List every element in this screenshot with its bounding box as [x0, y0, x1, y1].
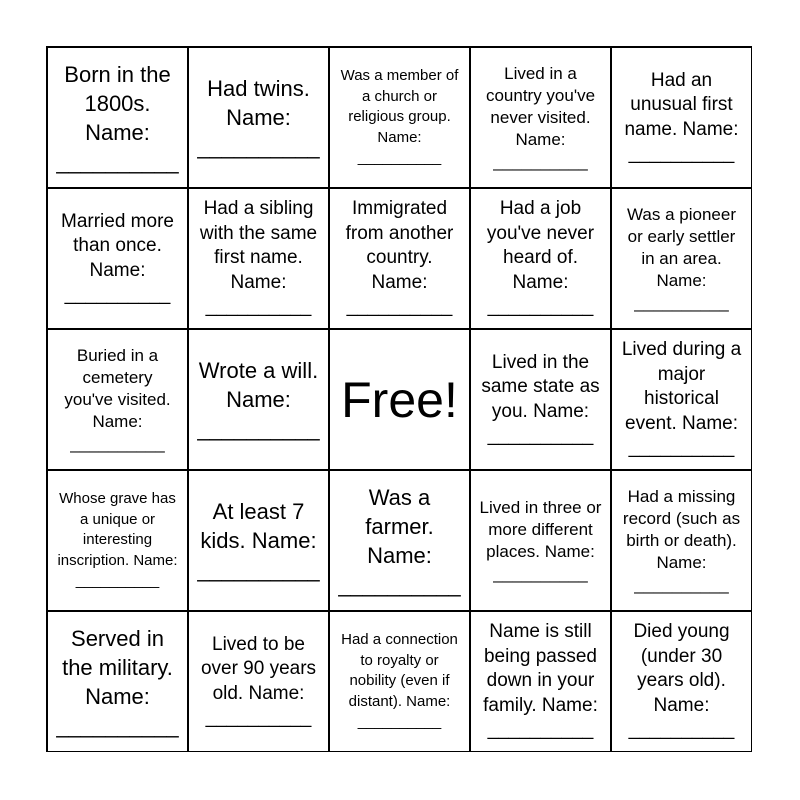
bingo-cell[interactable]	[188, 47, 329, 188]
bingo-cell[interactable]	[329, 470, 470, 611]
bingo-cell[interactable]	[188, 329, 329, 470]
cell-text: Was a member of a church or religious group. Name: __________	[340, 67, 459, 167]
cell-text: Whose grave has a unique or interesting inscription. Name: __________	[57, 490, 178, 590]
cell-text: Wrote a will. Name: __________	[197, 358, 320, 441]
bingo-cell[interactable]	[611, 611, 752, 752]
bingo-cell[interactable]	[470, 188, 611, 329]
cell-text: Buried in a cemetery you've visited. Name: __________	[64, 345, 171, 453]
cell-text: Born in the 1800s. Name: __________	[56, 61, 179, 174]
cell-text: Had a job you've never heard of. Name: __________	[486, 198, 595, 318]
cell-text: Died young (under 30 years old). Name: __________	[628, 621, 735, 741]
bingo-cell[interactable]	[47, 188, 188, 329]
bingo-card	[46, 46, 752, 752]
free-space-label: Free!	[341, 371, 458, 428]
cell-text: Immigrated from another country. Name: __________	[345, 198, 454, 318]
cell-text: Lived in a country you've never visited. Name: __________	[485, 63, 596, 171]
bingo-cell[interactable]	[47, 470, 188, 611]
cell-text: Served in the military. Name: __________	[56, 625, 179, 738]
cell-text: Had a sibling with the same first name. Name: __________	[199, 198, 318, 318]
cell-text: Married more than once. Name: __________	[61, 210, 174, 305]
cell-text: Was a pioneer or early settler in an area. Name: __________	[627, 204, 736, 312]
cell-text: Lived during a major historical event. Name: __________	[621, 339, 742, 459]
bingo-cell[interactable]	[47, 329, 188, 470]
cell-text: Was a farmer. Name: __________	[338, 484, 461, 597]
cell-text: Lived in the same state as you. Name: __________	[481, 351, 600, 446]
bingo-cell[interactable]	[329, 188, 470, 329]
cell-text: Name is still being passed down in your family. Name: __________	[483, 621, 598, 741]
bingo-cell[interactable]	[188, 188, 329, 329]
bingo-cell[interactable]	[47, 47, 188, 188]
bingo-cell[interactable]	[188, 611, 329, 752]
bingo-cell[interactable]	[611, 47, 752, 188]
bingo-cell[interactable]	[470, 329, 611, 470]
bingo-cell[interactable]	[611, 188, 752, 329]
bingo-cell[interactable]	[470, 611, 611, 752]
bingo-cell[interactable]	[470, 47, 611, 188]
cell-text: Lived in three or more different places. Name: __________	[479, 497, 602, 583]
cell-text: At least 7 kids. Name: __________	[197, 499, 320, 582]
cell-text: Had a missing record (such as birth or death). Name: __________	[622, 486, 741, 594]
bingo-cell[interactable]	[611, 470, 752, 611]
cell-text: Had a connection to royalty or nobility (even if distant). Name: __________	[341, 631, 458, 731]
bingo-cell[interactable]	[470, 470, 611, 611]
bingo-cell[interactable]	[329, 611, 470, 752]
cell-text: Had twins. Name: __________	[197, 76, 320, 159]
cell-text: Had an unusual first name. Name: __________	[624, 69, 739, 164]
bingo-cell[interactable]	[188, 470, 329, 611]
cell-text: Lived to be over 90 years old. Name: __________	[200, 633, 317, 728]
bingo-cell[interactable]	[611, 329, 752, 470]
bingo-cell[interactable]	[47, 611, 188, 752]
bingo-cell[interactable]	[329, 47, 470, 188]
free-space[interactable]	[329, 329, 470, 470]
